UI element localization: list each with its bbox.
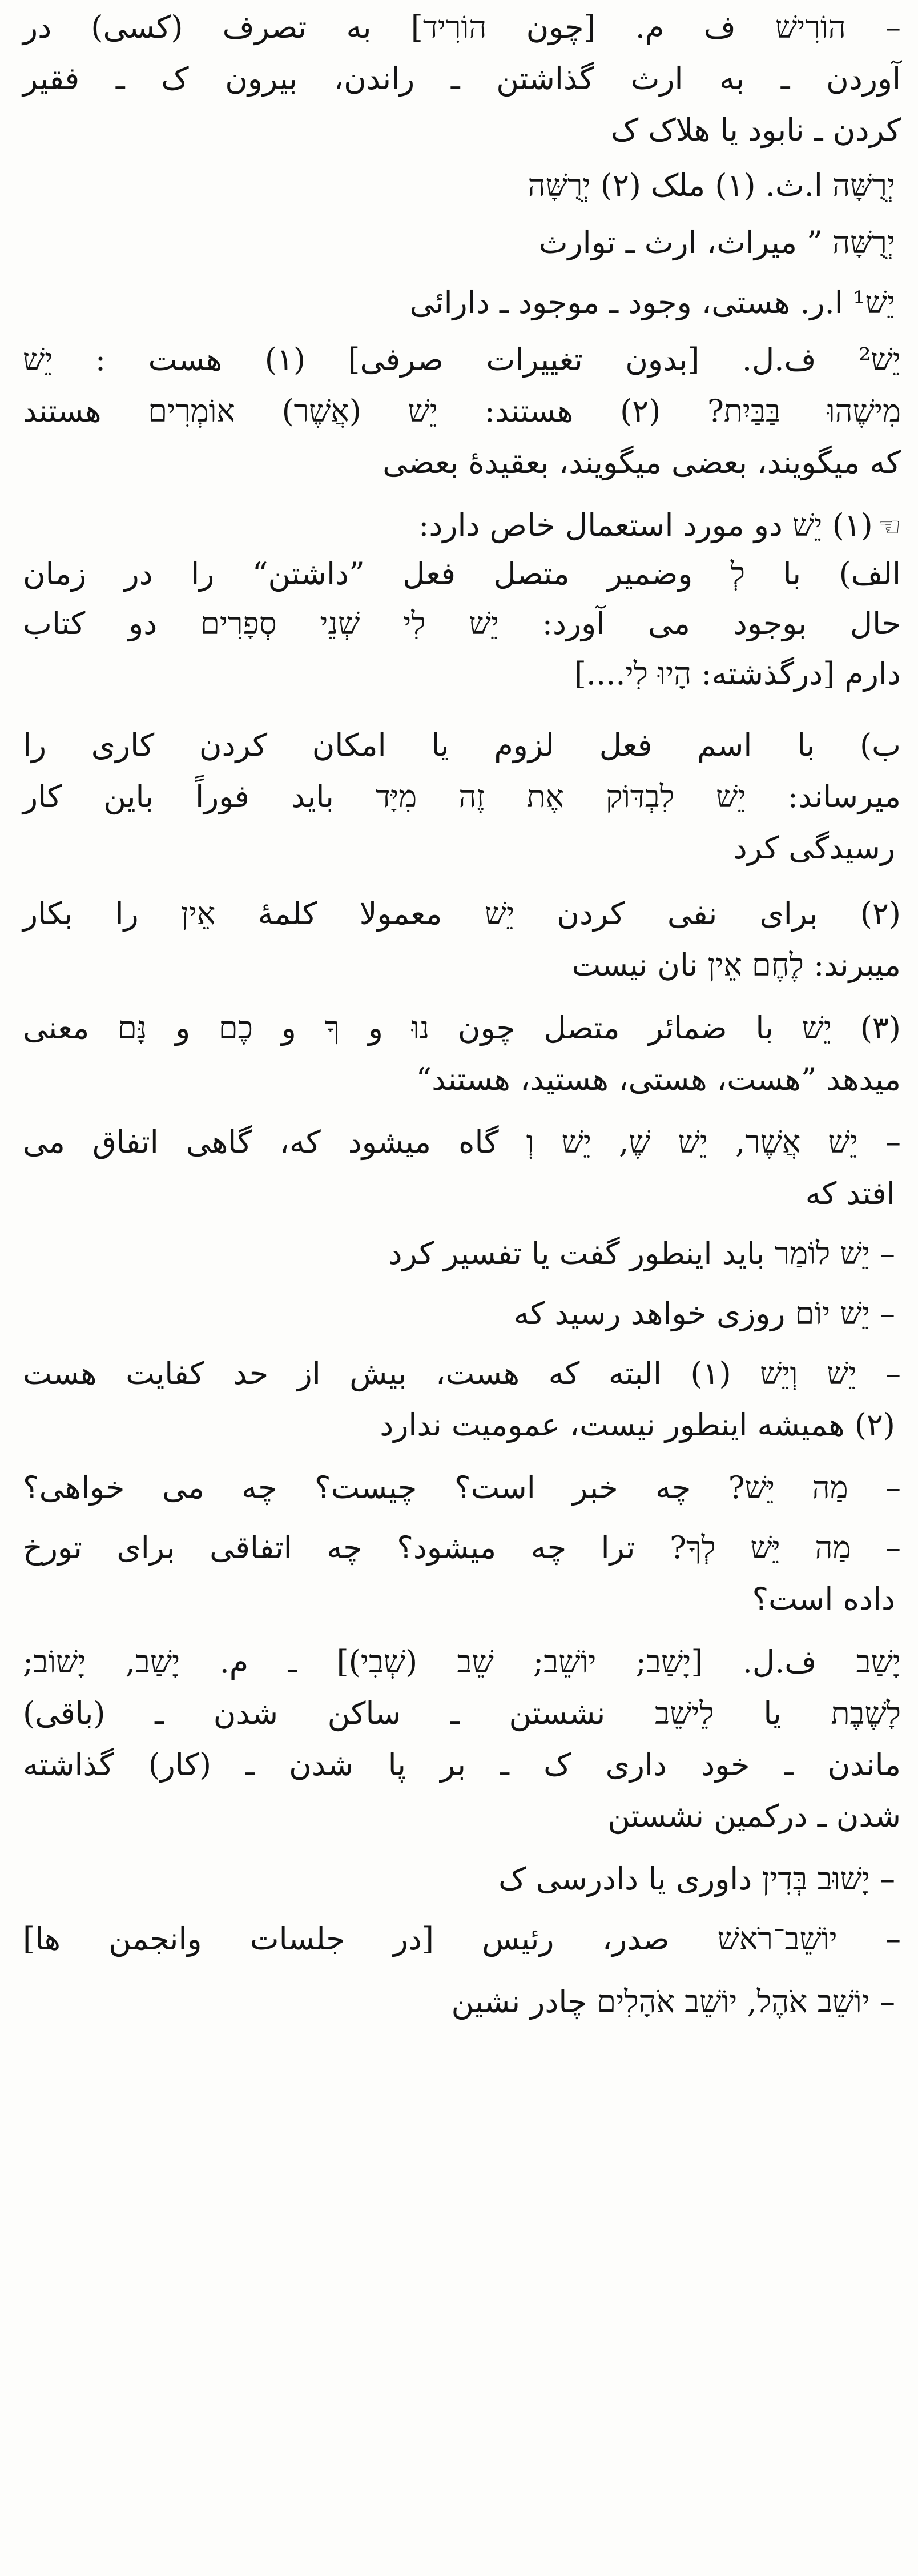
entry-line (23, 1005, 901, 1051)
entry-line (23, 503, 901, 549)
entry-line (23, 774, 901, 820)
entry-text: יֵשׁ¹ ا.ر. هستی، وجود ـ موجود ـ دارائی (409, 284, 895, 320)
entry-line (23, 1402, 895, 1448)
entry-line (23, 1916, 901, 1962)
entry-line (23, 388, 901, 434)
entry-line (23, 1291, 895, 1337)
entry-text: יְרֻשָּׁה ” میراث، ارث ـ توارث (538, 224, 895, 260)
entry-line (23, 220, 895, 266)
entry-text: ب) با اسم فعل لزوم یا امکان کردن کاری را (23, 727, 901, 763)
entry-line (23, 891, 901, 937)
entry-text: לָשֶׁבֶת یا לֵישֵׁב نشستن ـ ساکن شدن ـ (باقی) (23, 1695, 901, 1731)
entry-line (23, 1465, 901, 1511)
entry-text: יֵשׁ² ف.ل. [بدون تغییرات صرفی] (۱) هست : יֵשׁ (23, 342, 901, 378)
entry-line (23, 825, 895, 871)
entry-text: میبرند: לֶחֶם אֵין نان نیست (571, 947, 901, 983)
entry-text: (۳) יֵשׁ با ضمائر متصل چون נוּ و ךָ و כֶם و נָּם معنی (23, 1010, 901, 1046)
entry-line (23, 942, 901, 988)
entry-line (23, 1351, 901, 1397)
entry-line (23, 1691, 901, 1736)
entry-line (23, 1856, 895, 1902)
entry-line (23, 107, 901, 153)
entry-line (23, 1120, 901, 1165)
entry-text: ماندن ـ خود داری ک ـ بر پا شدن ـ (کار) گذاشته (23, 1747, 901, 1783)
entry-text: دارم [درگذشته: הָיוּ לִי....] (574, 656, 901, 692)
entry-text: الف) با לְ وضمیر متصل فعل ”داشتن“ را در زمان (23, 556, 901, 592)
entry-line (23, 1979, 895, 2025)
entry-line (23, 1639, 901, 1685)
entry-text: رسیدگی کرد (733, 830, 895, 866)
pointing-hand-icon: ☞ (877, 511, 901, 542)
entry-text: מִישֶׁהוּ בַּבַּיִת? (۲) هستند: יֵשׁ (אֲשֶׁר) אוֹמְרִים هستند (23, 393, 901, 429)
entry-line (23, 280, 895, 326)
entry-text: (۲) همیشه اینطور نیست، عمومیت ندارد (380, 1407, 895, 1443)
entry-text: – יֵשׁ וְיֵשׁ (۱) البته که هست، بیش از حد کفایت هست (23, 1355, 901, 1391)
entry-line (23, 723, 901, 768)
entry-line (23, 56, 901, 102)
entry-line (23, 551, 901, 597)
entry-line (23, 1793, 901, 1839)
entry-line (23, 5, 901, 50)
entry-text: – מַה יֵּשׁ לְךָ? ترا چه میشود؟ چه اتفاقی برای تورخ (23, 1530, 901, 1566)
entry-line (23, 440, 901, 485)
entry-text: آوردن ـ به ارث گذاشتن ـ راندن، بیرون ک ـ فقیر (23, 61, 901, 97)
entry-line (23, 1742, 901, 1788)
entry-text: – הוֹרִישׁ ف م. [چون הוֹרִיד] به تصرف (کسی) در (23, 9, 901, 45)
entry-text: – יֵשׁ יוֹם روزی خواهد رسید که (513, 1295, 895, 1331)
entry-line (23, 163, 895, 208)
entry-text: حال بوجود می آورد: יֵשׁ לִי שְׁנֵי סְפָרִים دو کتاب (23, 605, 901, 641)
entry-text: – יֵשׁ לוֹמַר باید اینطور گفت یا تفسیر کرد (388, 1235, 895, 1271)
entry-line (23, 1057, 901, 1102)
entry-text: – מַה יֵּשׁ? چه خبر است؟ چیست؟ چه می خواهی؟ (23, 1470, 901, 1506)
entry-text: – יֵשׁ אֲשֶׁר, יֵשׁ שֶׁ, יֵשׁ וְ گاه میشود که، گاهی اتفاق می (23, 1124, 901, 1160)
entry-line (23, 337, 901, 383)
entry-line (23, 1231, 895, 1277)
entry-text: יָשַׁב ف.ل. [יָשַׁב; יוֹשֵׁב; שֵׁב (שְׁבִי)] ـ م. יָשַׁב, יָשׁוֹב; (23, 1644, 901, 1680)
entry-text: – יוֹשֵׁב־רֹאשׁ صدر، رئیس [در جلسات وانجمن ها] (23, 1921, 901, 1957)
entry-line (23, 601, 901, 647)
entry-text: (۲) برای نفی کردن יֵשׁ معمولا کلمهٔ אֵין را بکار (23, 896, 901, 932)
entry-text: میرساند: יֵשׁ לִבְדּוֹק אֶת זֶה מִיָּד باید فوراً باین کار (23, 779, 901, 814)
entry-text: که میگویند، بعضی میگویند، بعقیدهٔ بعضی (382, 444, 901, 480)
entry-line (23, 1525, 901, 1571)
entry-line (23, 1171, 895, 1217)
entry-text: افتد که (805, 1175, 895, 1211)
entry-text: – יוֹשֵׁב אֹהֶל, יוֹשֵׁב אֹהָלִים چادر نشین (451, 1984, 895, 2020)
entry-text: יְרֻשָּׁה ا.ث. (۱) ملک (۲) יְרֻשָּׁה (528, 167, 895, 203)
entry-text: میدهد ”هست، هستی، هستید، هستند“ (416, 1061, 901, 1097)
entry-text: داده است؟ (752, 1581, 895, 1617)
entry-text: – יָשׁוּב בְּדִין داوری یا دادرسی ک (498, 1861, 895, 1897)
entry-text: (۱) יֵשׁ دو مورد استعمال خاص دارد: (418, 507, 873, 543)
entry-text: کردن ـ نابود یا هلاک ک (610, 112, 901, 148)
entry-line (23, 651, 901, 697)
entry-text: شدن ـ درکمین نشستن (607, 1798, 901, 1834)
entry-line (23, 1576, 895, 1622)
